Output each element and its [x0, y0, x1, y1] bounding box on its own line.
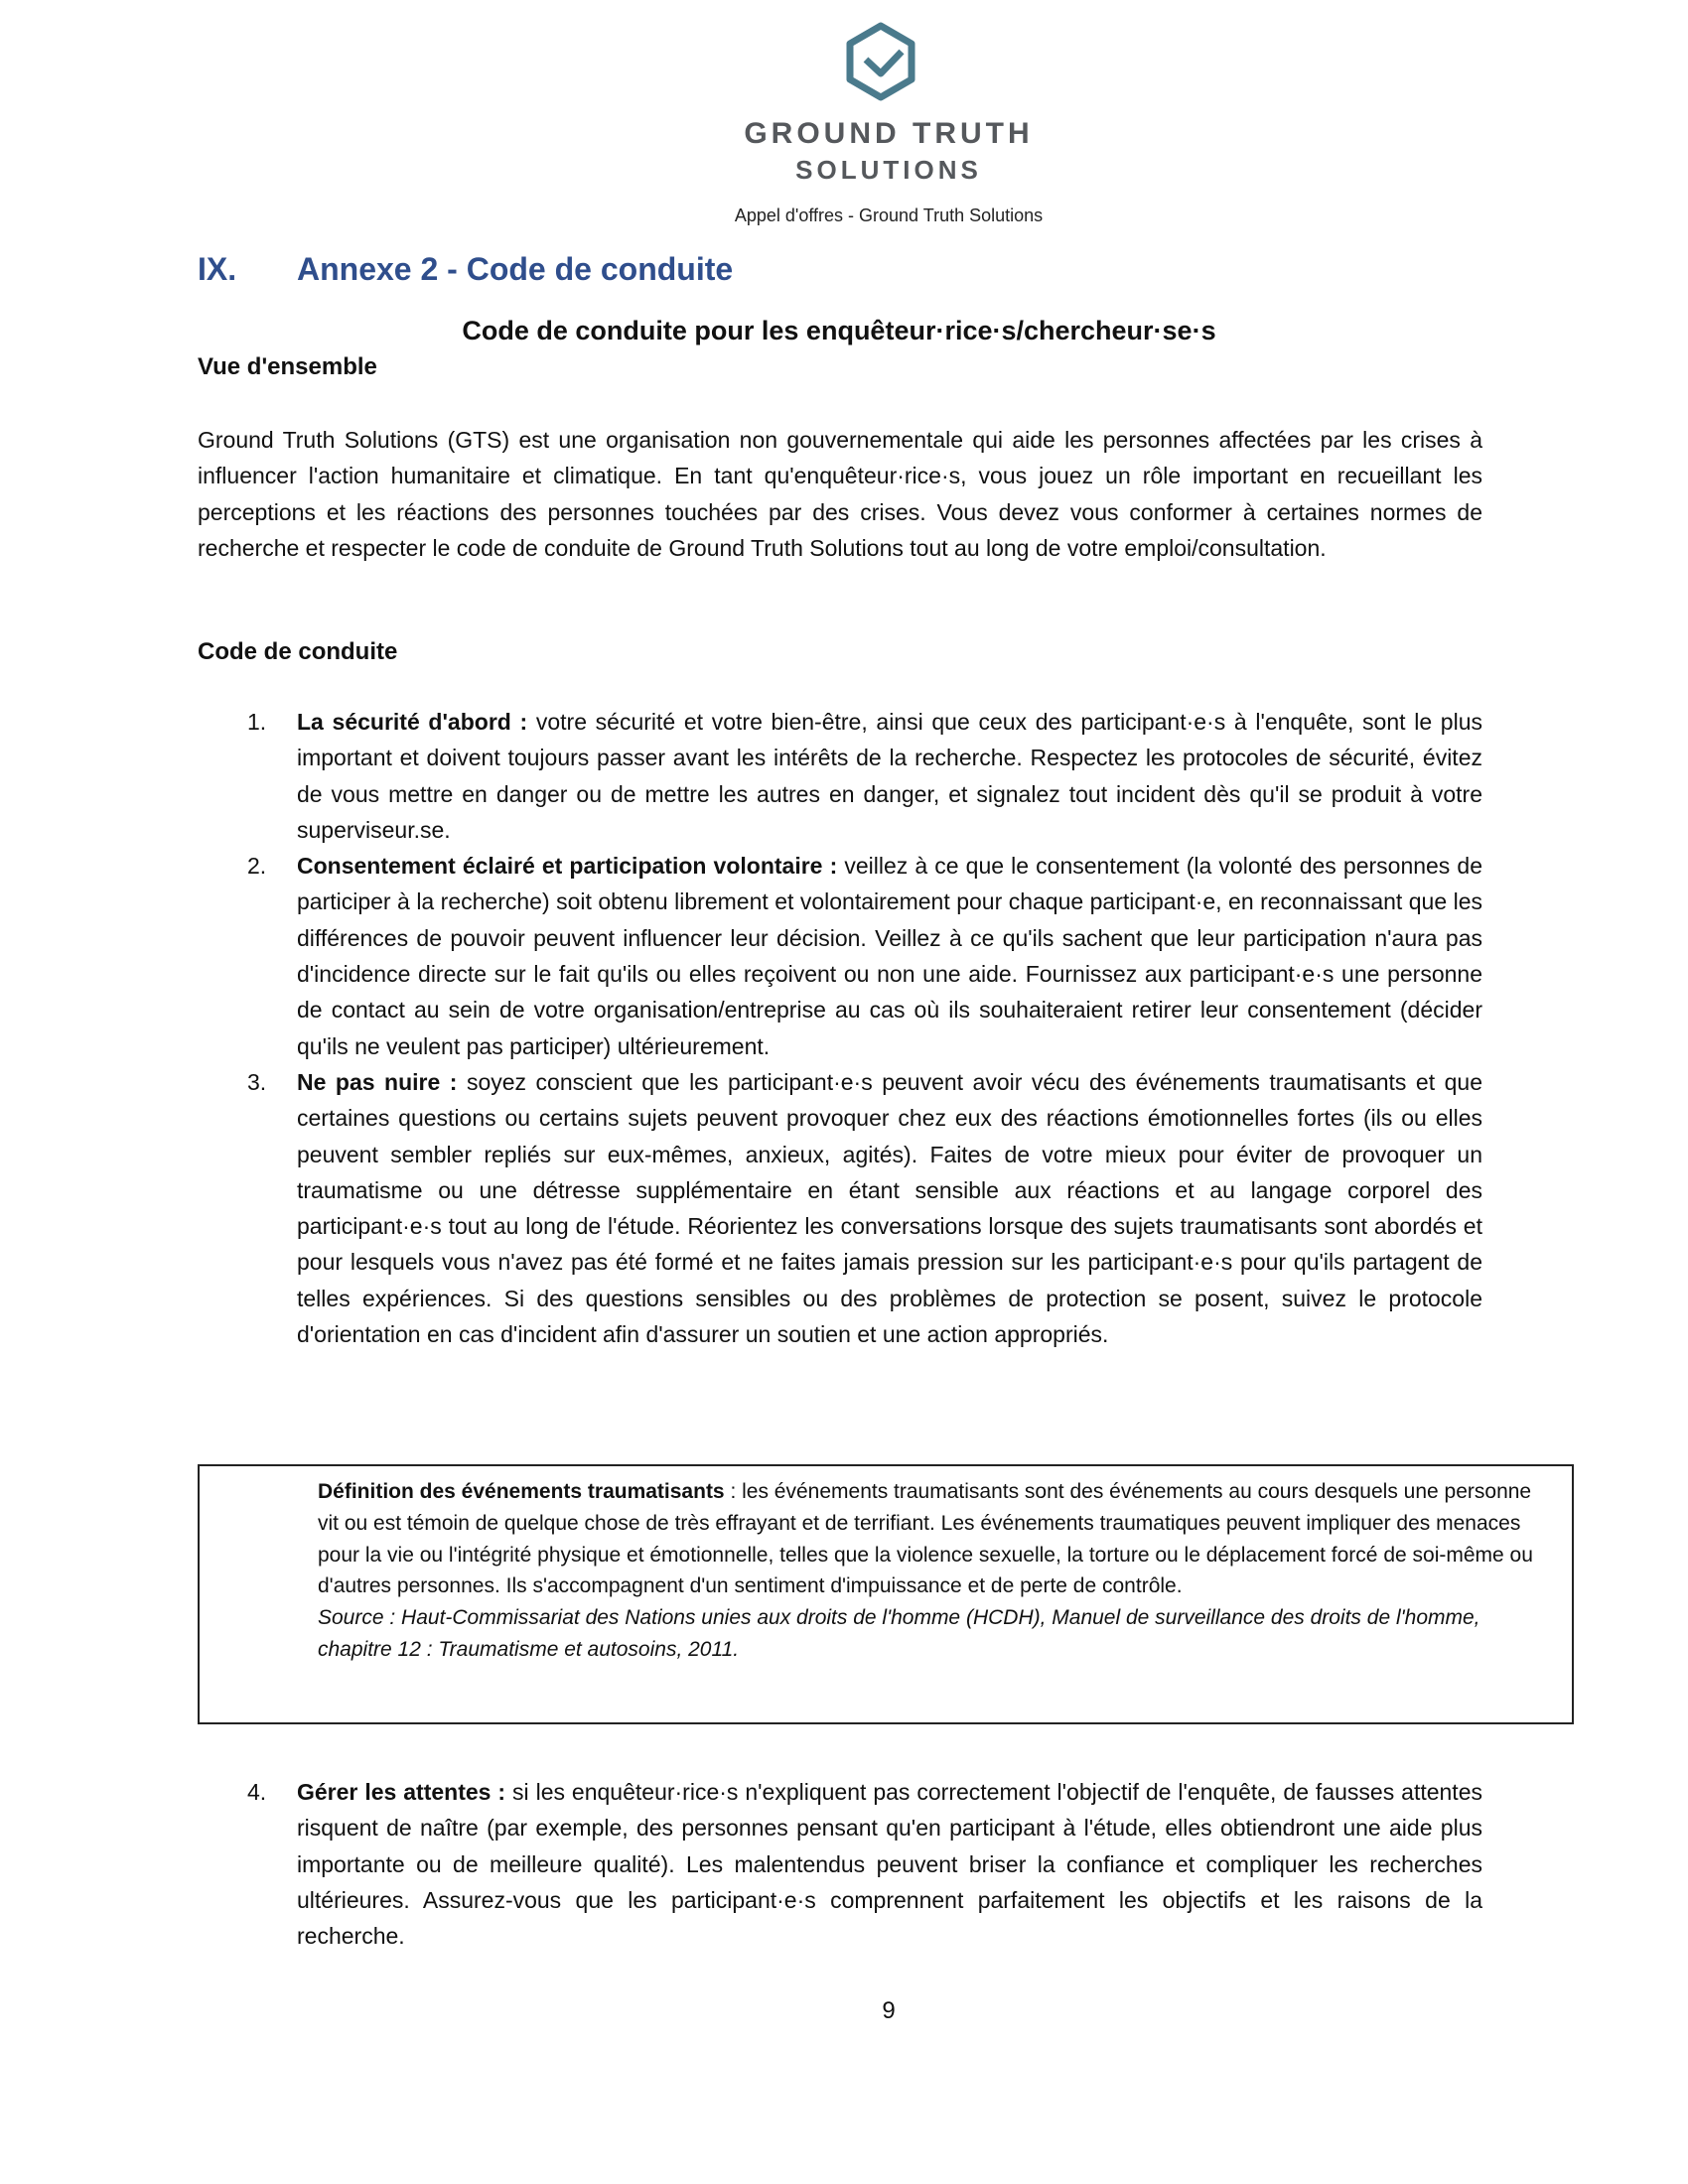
- code-list: [198, 704, 1482, 1352]
- brand-name: GROUND TRUTH: [744, 117, 1034, 150]
- list-item-number: 1.: [247, 709, 267, 735]
- section-number: IX.: [198, 251, 237, 287]
- page-number: 9: [882, 1997, 896, 2024]
- list-item-number: 2.: [247, 853, 267, 880]
- definition-body: : les événements traumatisants sont des événements au cours desquels une personne vit ou est témoin de quelque chose de très effrayant et de terrifiant. Les événements traumatiques peuvent impliquer des menaces pour la vie ou l'intégrité physique et émotionnelle, telles que la violence sexuelle, la torture ou le déplacement forcé de soi-même ou d'autres personnes. Ils s'accompagnent d'un sentiment d'impuissance et de perte de contrôle.: [318, 1480, 1533, 1598]
- list-item: [198, 704, 1482, 848]
- list-item-text: si les enquêteur·rice·s n'expliquent pas correctement l'objectif de l'enquête, de fausses attentes risquent de naître (par exemple, des personnes pensant qu'en participant à l'étude, elles obtiendront une aide plus importante ou de meilleure qualité). Les malentendus peuvent briser la confiance et compliquer les recherches ultérieures. Assurez-vous que les participant·e·s comprennent parfaitement les objectifs et les raisons de la recherche.: [297, 1779, 1482, 1950]
- list-item: [198, 1774, 1482, 1954]
- definition-source: Source : Haut-Commissariat des Nations unies aux droits de l'homme (HCDH), Manuel de surveillance des droits de l'homme, chapitre 12 : Traumatisme et autosoins, 2011.: [318, 1606, 1480, 1661]
- list-item-title: La sécurité d'abord :: [297, 709, 528, 735]
- definition-term: Définition des événements traumatisants: [318, 1480, 725, 1503]
- brand-subtitle: SOLUTIONS: [795, 155, 982, 185]
- list-item-title: Ne pas nuire :: [297, 1068, 458, 1095]
- list-item-number: 4.: [247, 1779, 267, 1805]
- list-item: [198, 1064, 1482, 1352]
- code-heading: Code de conduite: [198, 638, 398, 665]
- section-title: Annexe 2 - Code de conduite: [297, 251, 734, 287]
- definition-box: [198, 1464, 1574, 1724]
- list-item-title: Consentement éclairé et participation volontaire :: [297, 853, 838, 880]
- list-item-title: Gérer les attentes :: [297, 1779, 506, 1805]
- document-title: Code de conduite pour les enquêteur·rice·s/chercheur·se·s: [462, 316, 1216, 345]
- overview-paragraph: Ground Truth Solutions (GTS) est une organisation non gouvernementale qui aide les personnes affectées par les crises à influencer l'action humanitaire et climatique. En tant qu'enquêteur·rice·s, vous jouez un rôle important en recueillant les perceptions et les réactions des personnes touchées par des crises. Vous devez vous conformer à certaines normes de recherche et respecter le code de conduite de Ground Truth Solutions tout au long de votre emploi/consultation.: [198, 427, 1482, 561]
- list-item-number: 3.: [247, 1068, 267, 1095]
- gts-hexagon-logo-icon: [844, 22, 917, 101]
- overview-heading: Vue d'ensemble: [198, 353, 377, 380]
- list-item-text: veillez à ce que le consentement (la volonté des personnes de participer à la recherche) soit obtenu librement et volontairement pour chaque participant·e, en reconnaissant que les différences de pouvoir peuvent influencer leur décision. Veillez à ce qu'ils sachent que leur participation n'aura pas d'incidence directe sur le fait qu'ils ou elles reçoivent ou non une aide. Fournissez aux participant·e·s une personne de contact au sein de votre organisation/entreprise au cas où ils souhaiteraient retirer leur consentement (décider qu'ils ne veulent pas participer) ultérieurement.: [297, 853, 1483, 1059]
- list-item-text: votre sécurité et votre bien-être, ainsi que ceux des participant·e·s à l'enquête, sont le plus important et doivent toujours passer avant les intérêts de la recherche. Respectez les protocoles de sécurité, évitez de vous mettre en danger ou de mettre les autres en danger, et signalez tout incident dès qu'il se produit à votre superviseur.se.: [297, 709, 1482, 843]
- code-list-continued: [198, 1774, 1482, 1954]
- list-item-text: soyez conscient que les participant·e·s peuvent avoir vécu des événements traumatisants et que certaines questions ou certains sujets peuvent provoquer chez eux des réactions émotionnelles fortes (ils ou elles peuvent sembler repliés sur eux-mêmes, anxieux, agités). Faites de votre mieux pour éviter de provoquer un traumatisme ou une détresse supplémentaire en étant sensible aux réactions et au langage corporel des participant·e·s tout au long de l'étude. Réorientez les conversations lorsque des sujets traumatisants sont abordés et pour lesquels vous n'avez pas été formé et ne faites jamais pression sur les participant·e·s pour qu'ils partagent de telles expériences. Si des questions sensibles ou des problèmes de protection se posent, suivez le protocole d'orientation en cas d'incident afin d'assurer un soutien et une action appropriés.: [297, 1068, 1482, 1348]
- running-header: Appel d'offres - Ground Truth Solutions: [734, 205, 1044, 225]
- definition-text: [318, 1476, 1549, 1666]
- list-item: [198, 848, 1482, 1064]
